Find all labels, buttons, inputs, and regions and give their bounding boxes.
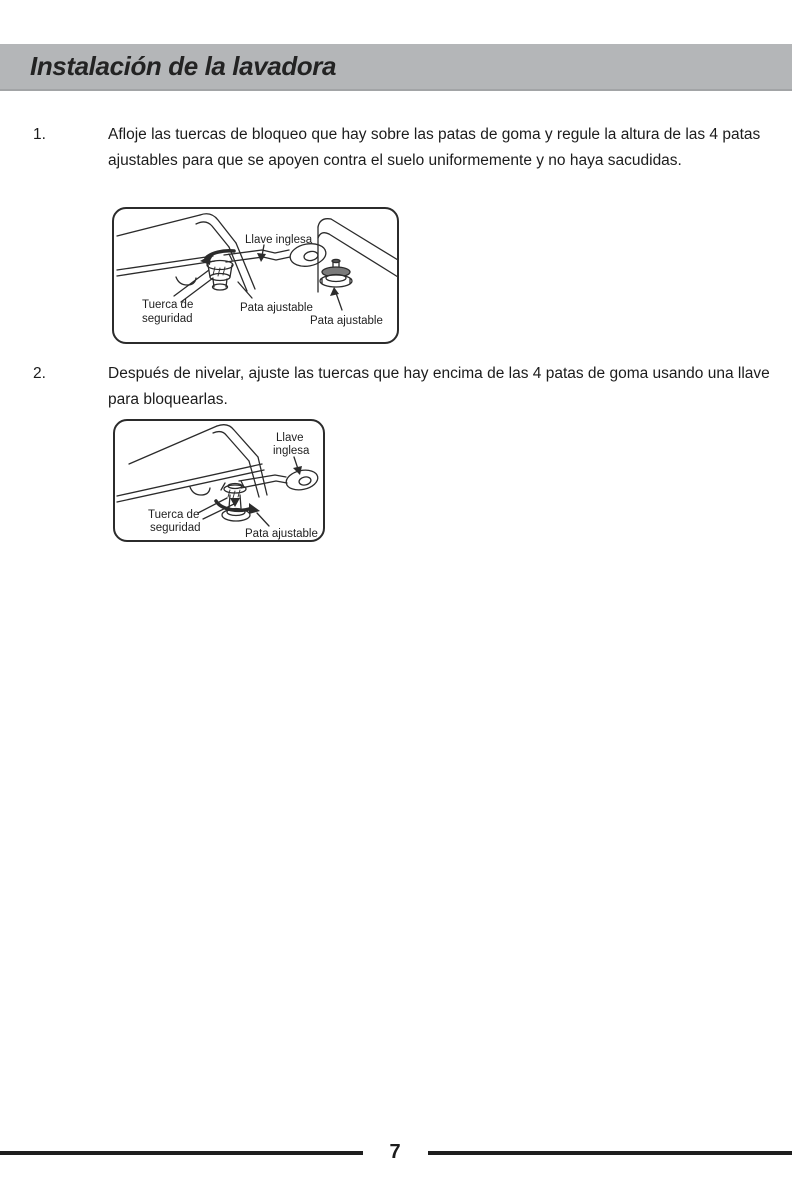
adjustable-foot-illustration (320, 259, 352, 287)
label-tuerca-de: Tuerca de (142, 299, 194, 311)
step-1-text: Afloje las tuercas de bloqueo que hay sobre las patas de goma y regule la altura de las 4 patas ajustables para que se apoyen contra el suelo uniformemente y no haya sacudidas. (108, 126, 761, 169)
figure-step-1 (112, 207, 399, 344)
rotation-arrow-icon (200, 251, 234, 265)
locking-nut-diagram (113, 419, 325, 542)
footer-rule-right (428, 1151, 792, 1155)
leader-line (257, 513, 269, 526)
step-1-number: 1. (33, 126, 46, 143)
step-2-text: Después de nivelar, ajuste las tuercas que hay encima de las 4 patas de goma usando una llave para bloquearlas. (108, 365, 770, 408)
figure-step-2 (113, 419, 325, 542)
label-seguridad: seguridad (142, 313, 193, 325)
page-number: 7 (389, 1141, 401, 1163)
label-arrow-icon (257, 245, 266, 262)
lock-nut-illustration (207, 261, 233, 291)
page-title: Instalación de la lavadora (30, 51, 337, 81)
header-band (0, 44, 792, 91)
label-seguridad: seguridad (150, 522, 201, 534)
label-pata-ajustable: Pata ajustable (245, 528, 318, 540)
label-llave: Llave (276, 432, 304, 444)
label-tuerca-de: Tuerca de (148, 509, 200, 521)
foot-label-arrow-icon (330, 287, 342, 310)
label-llave-inglesa: Llave inglesa (245, 234, 313, 246)
label-inglesa: inglesa (273, 445, 310, 457)
label-pata-ajustable-center: Pata ajustable (240, 302, 313, 314)
step-2-number: 2. (33, 365, 46, 382)
label-pata-ajustable-right: Pata ajustable (310, 315, 383, 327)
footer-rule-left (0, 1151, 363, 1155)
leveling-feet-diagram (112, 207, 399, 344)
